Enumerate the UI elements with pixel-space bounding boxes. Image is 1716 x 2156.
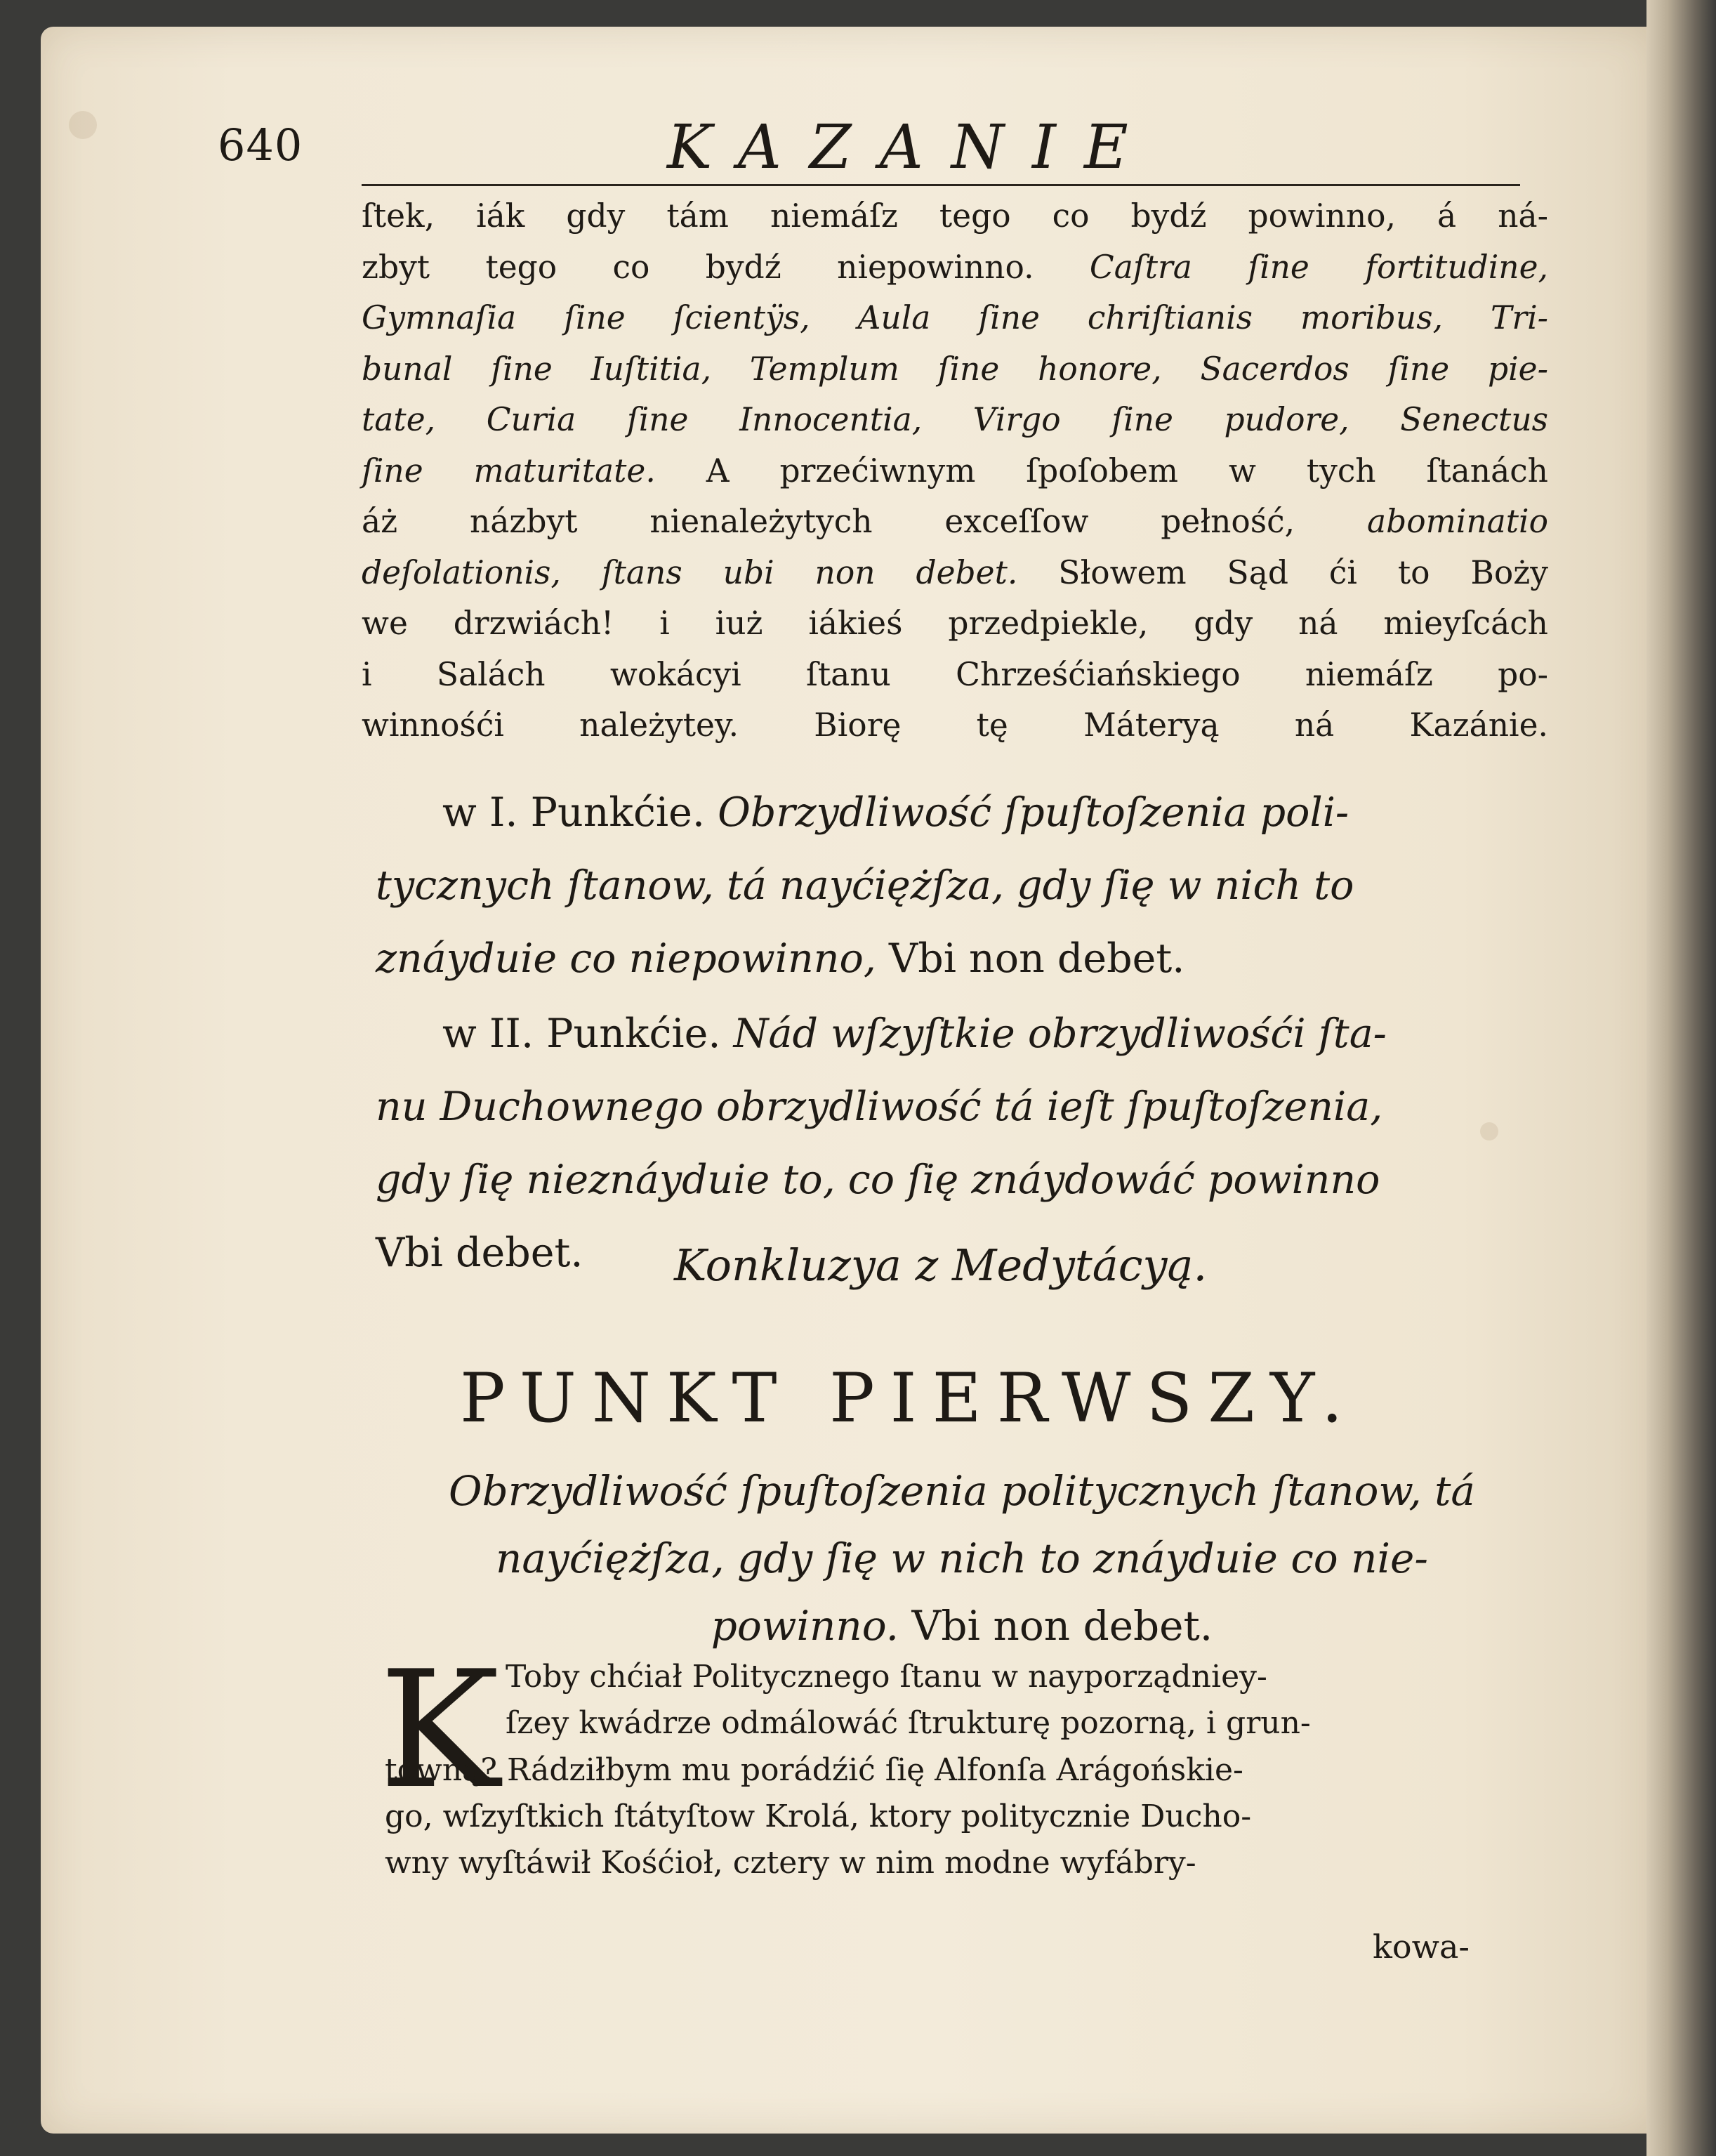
intro-line-pre: i Salách wokácyi ſtanu Chrześćiańskiego niemáſz po- xyxy=(362,655,1548,693)
intro-line-pre: ſtek, iák gdy tám niemáſz tego co bydź powinno, á ná- xyxy=(362,197,1548,235)
intro-line xyxy=(362,242,1548,294)
intro-line-pre: zbyt tego co bydź niepowinno. xyxy=(362,248,1090,286)
intro-line xyxy=(362,548,1548,599)
intro-line xyxy=(362,446,1548,497)
point-two-line1: Nád wſzyſtkie obrzydliwośći ſta- xyxy=(733,1011,1387,1057)
intro-line xyxy=(362,395,1548,446)
book-gutter xyxy=(1646,0,1716,2156)
intro-line-ital: ſine maturitate. xyxy=(362,452,656,489)
section-sub-line1: Obrzydliwość ſpuſtoſzenia politycznych ſtanow, tá xyxy=(449,1467,1475,1515)
body-line: towną? Rádziłbym mu porádźić ſię Alfonſa Arágońskie- xyxy=(385,1752,1243,1788)
body-lead xyxy=(506,1654,1569,1747)
intro-line-ital: deſolationis, ſtans ubi non debet. xyxy=(362,553,1018,591)
intro-line-post: A przećiwnym ſpoſobem w tych ſtanách xyxy=(655,452,1548,489)
point-one-summary xyxy=(376,776,1555,995)
point-two-line2: nu Duchownego obrzydliwość tá ieſt ſpuſtoſzenia, xyxy=(376,1084,1383,1130)
intro-line-post: Słowem Sąd ći to Boży xyxy=(1017,553,1548,591)
point-two-latin: Vbi debet. xyxy=(376,1230,583,1276)
intro-line xyxy=(362,650,1548,701)
intro-line xyxy=(362,598,1548,650)
intro-line-pre: we drzwiách! i iuż iákieś przedpiekle, gdy ná mieyſcách xyxy=(362,605,1548,642)
point-one-label: w I. Punkćie. xyxy=(442,789,705,836)
intro-line-ital: Gymnaſia ſine ſcientÿs, Aula ſine chriſtianis moribus, Tri- xyxy=(362,299,1548,336)
intro-line xyxy=(362,344,1548,395)
point-one-line1: Obrzydliwość ſpuſtoſzenia poli- xyxy=(718,789,1349,836)
paper-stain xyxy=(69,111,97,139)
point-one-line2: tycznych ſtanow, tá nayćiężſza, gdy ſię w nich to xyxy=(376,862,1354,909)
section-subtitle xyxy=(365,1457,1559,1659)
intro-line-ital: tate, Curia ſine Innocentia, Virgo ſine pudore, Senectus xyxy=(362,401,1548,438)
intro-line-pre: áż názbyt nienależytych exceſſow pełność, xyxy=(362,503,1367,540)
section-title: PUNKT PIERWSZY. xyxy=(460,1359,1359,1438)
page-header xyxy=(218,112,1517,183)
body-lead-line1: Toby chćiał Politycznego ſtanu w nayporządniey- xyxy=(506,1659,1267,1695)
section-sub-line3: powinno. xyxy=(711,1602,899,1650)
section-sub-latin: Vbi non debet. xyxy=(911,1602,1213,1650)
intro-line-pre: winnośći należytey. Biorę tę Máteryą ná Kazánie. xyxy=(362,706,1548,744)
intro-line-ital: bunal ſine Iuſtitia, Templum ſine honore, Sacerdos ſine pie- xyxy=(362,350,1548,388)
body-lead-line2: ſzey kwádrze odmálowáć ſtrukturę pozorną, i grun- xyxy=(506,1705,1311,1741)
intro-line xyxy=(362,700,1548,751)
intro-line-ital: Caſtra ſine fortitudine, xyxy=(1089,248,1548,286)
section-sub-line2: nayćiężſza, gdy ſię w nich to znáyduie co nie- xyxy=(496,1534,1428,1582)
running-title: KAZANIE xyxy=(667,112,1156,183)
point-one-line3: znáyduie co niepowinno, xyxy=(376,935,876,982)
page-number: 640 xyxy=(218,119,303,171)
conclusion-heading: Konkluzya z Medytácyą. xyxy=(674,1240,1208,1291)
catchword: kowa- xyxy=(1373,1928,1470,1966)
intro-line-ital: abominatio xyxy=(1366,503,1548,540)
body-line: go, wſzyſtkich ſtátyſtow Krolá, ktory politycznie Ducho- xyxy=(385,1799,1252,1834)
point-two-line3: gdy ſię nieznáyduie to, co ſię znáydowáć powinno xyxy=(376,1157,1380,1203)
drop-cap: K xyxy=(379,1637,500,1825)
body-line: wny wyſtáwił Kośćioł, cztery w nim modne wyfábry- xyxy=(385,1845,1196,1881)
intro-line xyxy=(362,191,1548,242)
body-paragraph xyxy=(385,1747,1569,1886)
point-two-label: w II. Punkćie. xyxy=(442,1011,721,1057)
header-rule xyxy=(362,184,1520,186)
intro-line xyxy=(362,293,1548,344)
intro-line xyxy=(362,497,1548,548)
intro-paragraph xyxy=(362,191,1548,751)
point-one-latin: Vbi non debet. xyxy=(889,935,1185,982)
